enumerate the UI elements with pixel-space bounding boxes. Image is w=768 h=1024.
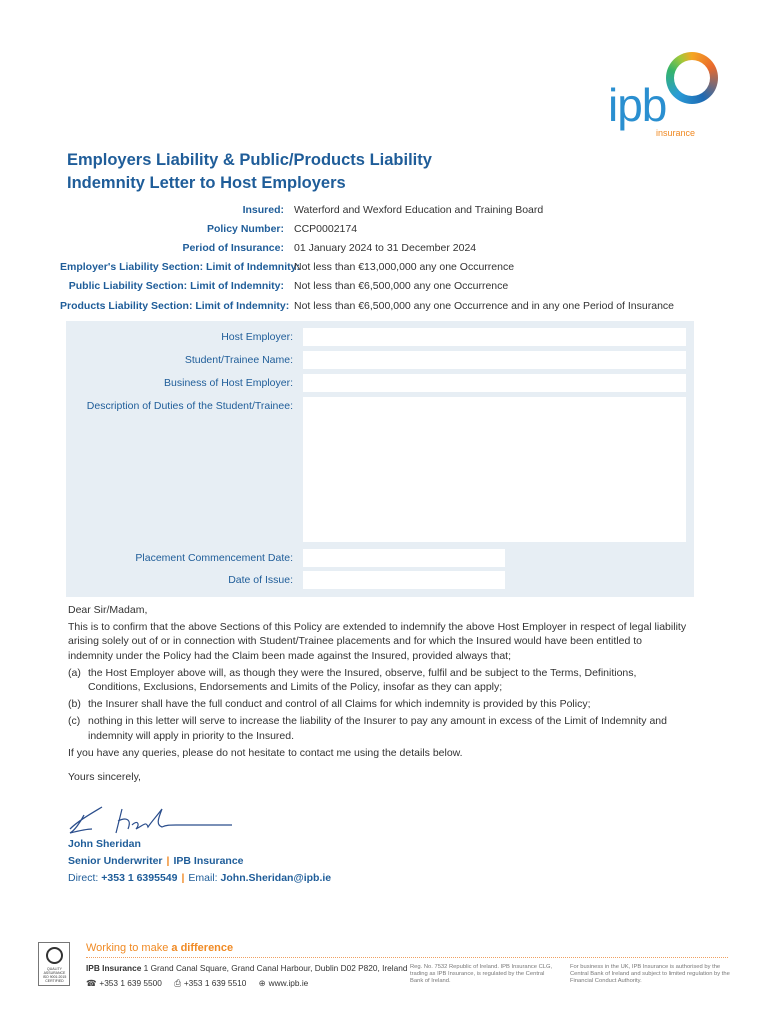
footer-contacts: [86, 978, 308, 989]
business-label: Business of Host Employer:: [164, 377, 293, 389]
closing: Yours sincerely,: [68, 771, 141, 784]
condition-mark: (a): [68, 666, 81, 679]
business-field[interactable]: [303, 374, 686, 392]
direct-label: Direct:: [68, 872, 99, 884]
host-employer-field[interactable]: [303, 328, 686, 346]
signatory-company: IPB Insurance: [173, 855, 244, 867]
footer-website-link[interactable]: www.ipb.ie: [268, 978, 309, 988]
salutation: Dear Sir/Madam,: [68, 604, 148, 616]
student-name-label: Student/Trainee Name:: [184, 354, 293, 366]
quality-certification-badge: [38, 942, 70, 986]
tagline-prefix: Working to make: [86, 942, 169, 954]
footer-tagline: [86, 942, 233, 954]
duties-label: Description of Duties of the Student/Trainee:: [86, 400, 293, 412]
document-title: [67, 149, 627, 195]
info-row-period: [60, 238, 750, 257]
eye-icon: [46, 947, 63, 964]
commencement-label: Placement Commencement Date:: [135, 552, 293, 564]
info-row-products-limit: [60, 296, 750, 315]
info-label: Insured:: [242, 203, 284, 216]
duties-field[interactable]: [303, 397, 686, 542]
signature-block: [68, 836, 331, 887]
badge-text: QUALITY ASSURANCE ISO 9001:2015 CERTIFIED: [42, 967, 67, 983]
policy-info: [60, 200, 750, 315]
student-name-field[interactable]: [303, 351, 686, 369]
info-row-employers-limit: [60, 258, 750, 277]
direct-phone-link[interactable]: +353 1 6395549: [101, 872, 178, 884]
info-label: Period of Insurance:: [182, 241, 284, 254]
registration-notice: Reg. No. 7532 Republic of Ireland. IPB Insurance CLG, trading as IPB Insurance, is regulated by the Central Bank of Ireland.: [410, 964, 553, 985]
fax-icon: ⎙: [174, 978, 181, 988]
condition-item: [68, 666, 688, 694]
signatory-role: Senior Underwriter: [68, 855, 163, 867]
info-value: Not less than €6,500,000 any one Occurrence and in any one Period of Insurance: [294, 299, 674, 312]
globe-icon: ⊕: [258, 978, 266, 988]
footer-address-text: 1 Grand Canal Square, Grand Canal Harbour, Dublin D02 P820, Ireland: [143, 963, 408, 973]
logo-subtitle: insurance: [656, 128, 696, 138]
condition-mark: (c): [68, 715, 81, 728]
condition-item: [68, 714, 688, 742]
issue-date-field[interactable]: [303, 571, 505, 589]
info-value: Not less than €13,000,000 any one Occurrence: [294, 261, 515, 274]
email-link[interactable]: John.Sheridan@ipb.ie: [220, 872, 332, 884]
issue-date-label: Date of Issue:: [228, 574, 293, 586]
condition-item: [68, 697, 688, 711]
condition-text: the Insurer shall have the full conduct and control of all Claims for which indemnity is provided by this Policy;: [88, 698, 591, 711]
info-value: 01 January 2024 to 31 December 2024: [294, 241, 477, 254]
tagline-bold: a difference: [171, 942, 234, 954]
info-row-public-limit: [60, 277, 750, 296]
info-value: Waterford and Wexford Education and Training Board: [294, 203, 544, 216]
letter-body: [68, 603, 688, 784]
condition-text: nothing in this letter will serve to increase the liability of the Insurer to pay any amount in excess of the Limit of Indemnity and indemnity will apply in priority to the Insured.: [88, 715, 667, 742]
commencement-date-field[interactable]: [303, 549, 505, 567]
logo-ring-icon: [666, 52, 718, 104]
host-employer-form: [66, 321, 694, 597]
separator: |: [181, 872, 185, 884]
email-label: Email:: [188, 872, 218, 884]
footer-divider: [86, 957, 728, 958]
footer-company: IPB Insurance: [86, 963, 142, 973]
footer-address: [86, 963, 407, 973]
separator: |: [166, 855, 170, 867]
info-row-policy-number: [60, 219, 750, 238]
host-employer-label: Host Employer:: [221, 331, 293, 343]
info-value: Not less than €6,500,000 any one Occurrence: [294, 280, 509, 293]
info-row-insured: [60, 200, 750, 219]
ipb-logo: [606, 52, 724, 142]
title-line: Employers Liability & Public/Products Liability: [67, 151, 432, 169]
title-line: Indemnity Letter to Host Employers: [67, 174, 346, 192]
handwritten-signature: [66, 803, 236, 839]
condition-mark: (b): [68, 698, 81, 711]
info-label: Employer's Liability Section: Limit of Indemnity:: [60, 261, 300, 274]
info-value: CCP0002174: [294, 222, 358, 235]
footer-fax: +353 1 639 5510: [183, 978, 247, 988]
info-label: Policy Number:: [206, 222, 284, 235]
info-label: Public Liability Section: Limit of Indemnity:: [68, 280, 284, 293]
authorisation-notice: For business in the UK, IPB Insurance is authorised by the Central Bank of Ireland and subject to limited regulation by the Financial Conduct Authority.: [570, 964, 730, 985]
logo-wordmark: ipb: [608, 79, 667, 131]
condition-text: the Host Employer above will, as though they were the Insured, observe, fulfil and be subject to the Terms, Definitions, Conditions, Exclusions, Endorsements and Limits of the Policy, insofar as they can apply;: [88, 666, 637, 694]
queries-text: If you have any queries, please do not hesitate to contact me using the details below.: [68, 746, 463, 759]
letter-paragraph: This is to confirm that the above Sections of this Policy are extended to indemnify the above Host Employer in respect of legal liability arising solely out of or in connection with Student/Trainee placements and for which the Insured would have been entitled to indemnity under the Policy had the Claim been made against the Insured, provided always that;: [68, 621, 687, 662]
phone-icon: ☎: [86, 978, 97, 988]
signatory-name: John Sheridan: [68, 838, 141, 850]
info-label: Products Liability Section: Limit of Indemnity:: [60, 299, 290, 312]
footer-phone[interactable]: +353 1 639 5500: [99, 978, 162, 988]
